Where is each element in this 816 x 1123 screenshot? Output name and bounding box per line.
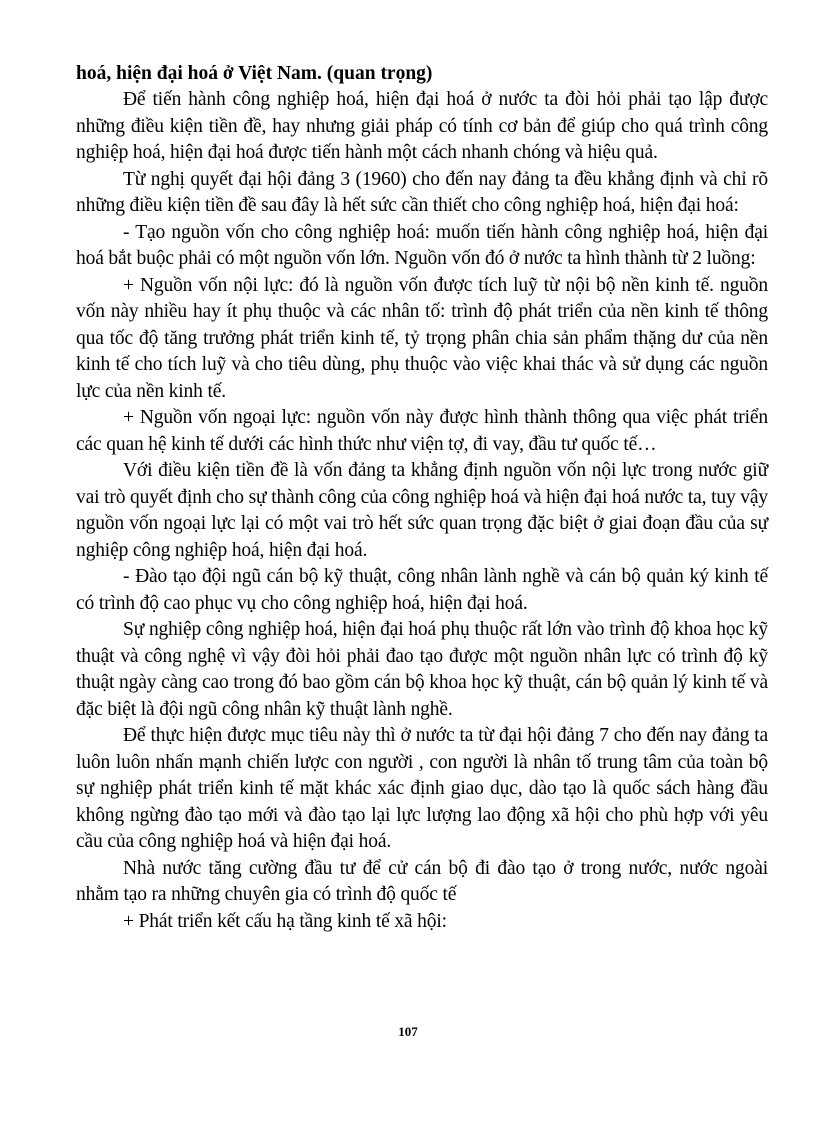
paragraph-capital: - Tạo nguồn vốn cho công nghiệp hoá: muốn tiến hành công nghiệp hoá, hiện đại hoá bắt buộc phải có một nguồn vốn lớn. Nguồn vốn đó ở nước ta hình thành từ 2 luồng: <box>76 221 768 269</box>
section-heading: hoá, hiện đại hoá ở Việt Nam. (quan trọng) <box>76 63 433 84</box>
page-number: 107 <box>398 1024 418 1039</box>
document-page <box>76 60 768 935</box>
paragraph-capital-role: Với điều kiện tiền đề là vốn đảng ta khẳng định nguồn vốn nội lực trong nước giữ vai trò quyết định cho sự thành công của công nghiệp hoá và hiện đại hoá nước ta, tuy vậy nguồn vốn ngoại lực lại có một vai trò hết sức quan trọng đặc biệt ở giai đoạn đầu của sự nghiệp công nghiệp hoá, hiện đại hoá. <box>76 460 768 561</box>
paragraph-intro: Để tiến hành công nghiệp hoá, hiện đại hoá ở nước ta đòi hỏi phải tạo lập được những điều kiện tiền đề, hay nhưng giải pháp có tính cơ bản để giúp cho quá trình công nghiệp hoá, hiện đại hoá được tiến hành một cách nhanh chóng và hiệu quả. <box>76 89 768 163</box>
paragraph-infrastructure: + Phát triển kết cấu hạ tầng kinh tế xã hội: <box>123 910 447 932</box>
paragraph-foreign-capital: + Nguồn vốn ngoại lực: nguồn vốn này được hình thành thông qua việc phát triển các quan hệ kinh tế dưới các hình thức như viện tợ, đi vay, đầu tư quốc tế… <box>76 407 768 455</box>
paragraph-state-investment: Nhà nước tăng cường đầu tư để cử cán bộ đi đào tạo ở trong nước, nước ngoài nhằm tạo ra những chuyên gia có trình độ quốc tế <box>76 857 768 905</box>
paragraph-training: - Đào tạo đội ngũ cán bộ kỹ thuật, công nhân lành nghề và cán bộ quản ký kinh tế có trình độ cao phục vụ cho công nghiệp hoá, hiện đại hoá. <box>76 566 768 614</box>
paragraph-human-resources: Sự nghiệp công nghiệp hoá, hiện đại hoá phụ thuộc rất lớn vào trình độ khoa học kỹ thuật và công nghệ vì vậy đòi hỏi phải đao tạo được một nguồn nhân lực có trình độ kỹ thuật ngày càng cao trong đó bao gồm cán bộ khoa học kỹ thuật, cán bộ quản lý kinh tế và đặc biệt là đội ngũ công nhân kỹ thuật lành nghề. <box>76 619 768 720</box>
paragraph-human-strategy: Để thực hiện được mục tiêu này thì ở nước ta từ đại hội đảng 7 cho đến nay đảng ta luôn luôn nhấn mạnh chiến lược con người , con người là nhân tố trung tâm của toàn bộ sự nghiệp phát triển kinh tế mặt khác xác định giao dục, dào tạo là quốc sách hàng đầu không ngừng đào tạo mới và đào tạo lại lực lượng lao động xã hội cho phù hợp với yêu cầu của công nghiệp hoá và hiện đại hoá. <box>76 725 768 852</box>
paragraph-domestic-capital: + Nguồn vốn nội lực: đó là nguồn vốn được tích luỹ từ nội bộ nền kinh tế. nguồn vốn này nhiều hay ít phụ thuộc và các nhân tố: trình độ phát triển của nền kinh tế thông qua tốc độ tăng trưởng phát triển kinh tế, tỷ trọng phân chia sản phẩm thặng dư của nền kinh tế cho tích luỹ và cho tiêu dùng, phụ thuộc vào việc khai thác và sử dụng các nguồn lực của nền kinh tế. <box>76 274 768 402</box>
paragraph-resolution: Từ nghị quyết đại hội đảng 3 (1960) cho đến nay đảng ta đều khẳng định và chỉ rõ những điều kiện tiền đề sau đây là hết sức cần thiết cho công nghiệp hoá, hiện đại hoá: <box>76 168 768 216</box>
